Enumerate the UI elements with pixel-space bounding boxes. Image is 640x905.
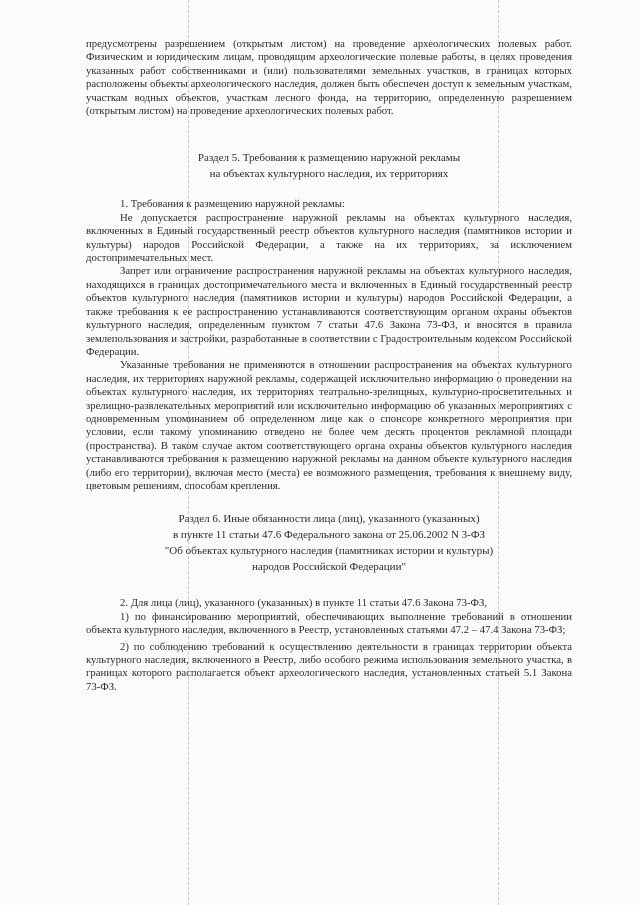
- section-5-title-line: Раздел 5. Требования к размещению наружной рекламы: [197, 152, 461, 165]
- item-1-paragraph: Указанные требования не применяются в отношении распространения на объектах культурного наследия, их территориях наружной рекламы, содержащей исключительно информацию о проведении на объектах культурного наследия, их территориях театрально-зрелищных, культурно-просветительных и зрелищно-развлекательных мероприятий или исключительно информацию об указанных мероприятиях с одновременным упоминанием об определенном лице как о спонсоре конкретного мероприятия при условии, если такому упоминанию отведено не более чем десять процентов рекламной площади (пространства). В таком случае актом соответствующего органа охраны объектов культурного наследия устанавливаются требования к размещению наружной рекламы на данном объекте культурного наследия (либо его территории), включая место (места) ее возможного размещения, требования к внешнему виду, цветовым решениям, способам крепления.: [86, 359, 572, 492]
- section-6-title-line: в пункте 11 статьи 47.6 Федерального закона от 25.06.2002 N 3-ФЗ: [172, 529, 486, 542]
- item-2-subitem: 2) по соблюдению требований к осуществлению деятельности в границах территории объекта культурного наследия, включенного в Реестр, либо особого режима использования земельного участка, в границах которого располагается объект археологического наследия, установленных статьей 5.1 Закона 73-ФЗ.: [86, 640, 572, 693]
- item-1-paragraph: Не допускается распространение наружной рекламы на объектах культурного наследия, включенных в Единый государственный реестр объектов культурного наследия (памятников истории и культуры) народов Российской Федерации, а также на их территориях, за исключением достопримечательных мест.: [86, 211, 572, 265]
- item-2-subitem: 1) по финансированию мероприятий, обеспечивающих выполнение требований в отношении объекта культурного наследия, включенного в Реестр, установленных статьями 47.2 – 47.4 Закона 73-ФЗ;: [86, 610, 572, 637]
- document-body: [86, 38, 572, 694]
- item-1-heading: 1. Требования к размещению наружной рекламы:: [120, 198, 345, 211]
- section-6-title: [86, 511, 572, 575]
- section-6-title-line: народов Российской Федерации": [252, 561, 406, 574]
- section-6-title-line: "Об объектах культурного наследия (памятниках истории и культуры): [164, 545, 494, 558]
- section-5-title: [86, 150, 572, 182]
- item-1-paragraph: Запрет или ограничение распространения наружной рекламы на объектах культурного наследия, находящихся в границах достопримечательного места и включенных в Единый государственный реестр объектов культурного наследия (памятников истории и культуры) народов Российской Федерации, а также требования к ее распространению устанавливаются соответствующим органом охраны объектов культурного наследия, определенным пунктом 7 статьи 47.6 Закона 73-ФЗ, и вносятся в правила землепользования и застройки, разработанные в соответствии с Градостроительным кодексом Российской Федерации.: [86, 265, 572, 358]
- item-2-heading: 2. Для лица (лиц), указанного (указанных) в пункте 11 статьи 47.6 Закона 73-ФЗ,: [120, 597, 488, 610]
- section-5-title-line: на объектах культурного наследия, их территориях: [209, 168, 449, 181]
- section-6-title-line: Раздел 6. Иные обязанности лица (лиц), указанного (указанных): [178, 513, 480, 526]
- intro-paragraph: предусмотрены разрешением (открытым листом) на проведение археологических полевых работ. Физическим и юридическим лицам, проводящим археологические полевые работы, в целях проведения указанных работ собственниками и (или) пользователями земельных участков, в границах которых расположены объекты археологического наследия, должен быть обеспечен доступ к земельным участкам, участкам водных объектов, участкам лесного фонда, на территорию, определенную разрешением (открытым листом) на проведение археологических полевых работ.: [86, 38, 572, 118]
